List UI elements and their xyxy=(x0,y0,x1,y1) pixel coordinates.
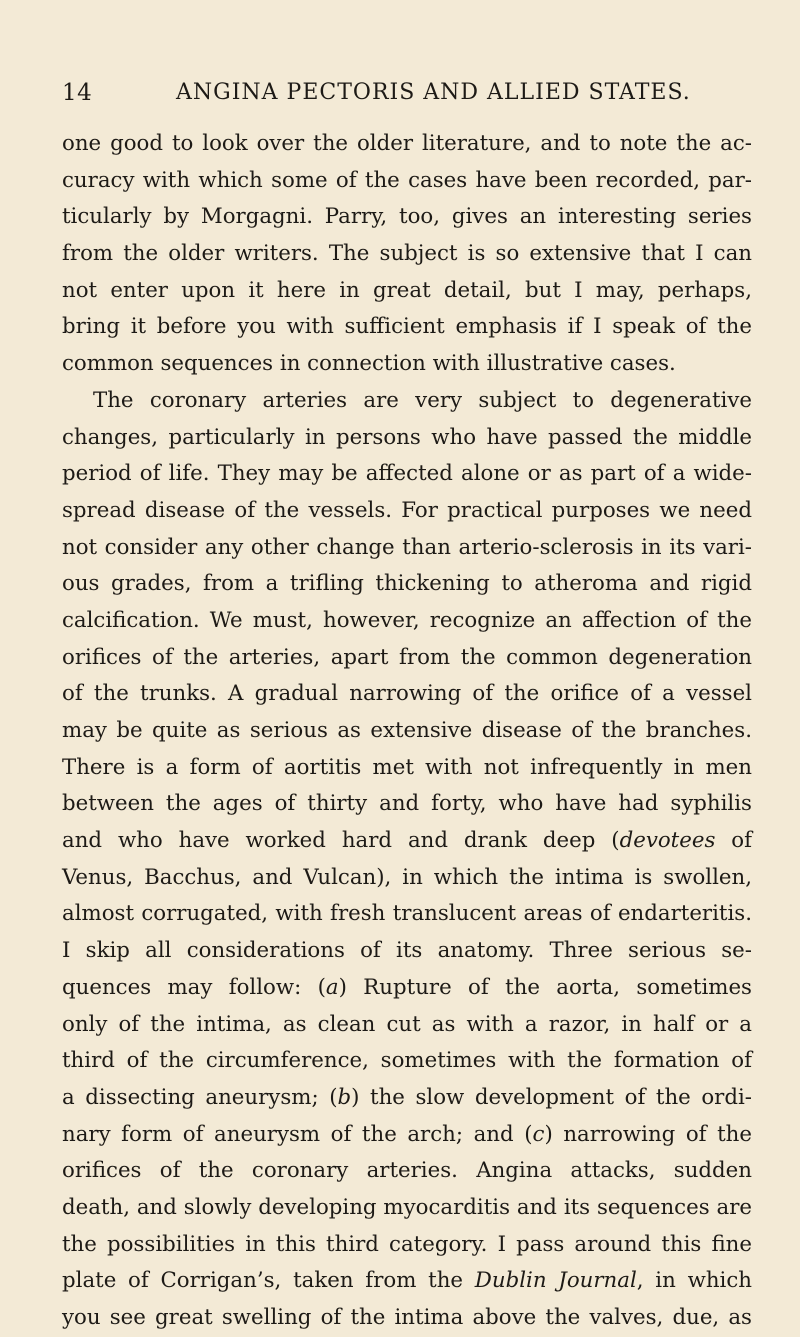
text-line: Venus, Bacchus, and Vulcan), in which the intima is swollen, xyxy=(62,864,752,890)
text-line: spread disease of the vessels. For practical purposes we need xyxy=(62,497,752,523)
text-line: you see great swelling of the intima above the valves, due, as xyxy=(62,1305,752,1330)
text-line: death, and slowly developing myocarditis and its sequences are xyxy=(62,1194,752,1220)
text-line: ous grades, from a trifling thickening to atheroma and rigid xyxy=(62,571,752,597)
text-line: changes, particularly in persons who have passed the middle xyxy=(62,424,752,450)
text-line: third of the circumference, sometimes with the formation of xyxy=(62,1048,752,1074)
text-line: orifices of the arteries, apart from the common degeneration xyxy=(62,644,752,670)
italic-term: c xyxy=(532,1121,545,1147)
italic-term: devotees xyxy=(619,828,716,854)
text-line: The coronary arteries are very subject to degenerative xyxy=(93,387,752,413)
text-line: between the ages of thirty and forty, who have had syphilis xyxy=(62,791,752,817)
text-line: may be quite as serious as extensive disease of the branches. xyxy=(62,718,752,743)
text-line: almost corrugated, with fresh translucent areas of endarteritis. xyxy=(62,901,752,927)
text-line: common sequences in connection with illustrative cases. xyxy=(62,351,676,377)
italic-term: b xyxy=(337,1084,352,1110)
text-line: one good to look over the older literature, and to note the ac- xyxy=(62,131,752,156)
text-line: bring it before you with sufficient emphasis if I speak of the xyxy=(62,314,752,340)
text-line: I skip all considerations of its anatomy. Three serious se- xyxy=(62,938,752,964)
text-line: plate of Corrigan’s, taken from the Dublin Journal, in which xyxy=(62,1268,752,1294)
text-line: quences may follow: (a) Rupture of the aorta, sometimes xyxy=(62,974,752,1000)
text-line: period of life. They may be affected alone or as part of a wide- xyxy=(62,461,752,487)
text-line: of the trunks. A gradual narrowing of the orifice of a vessel xyxy=(62,681,752,707)
text-line: nary form of aneurysm of the arch; and (c) narrowing of the xyxy=(62,1121,752,1147)
page-header xyxy=(62,80,762,114)
text-line: orifices of the coronary arteries. Angina attacks, sudden xyxy=(62,1158,752,1184)
running-title: ANGINA PECTORIS AND ALLIED STATES. xyxy=(176,80,691,105)
page-number: 14 xyxy=(62,80,93,106)
italic-term: a xyxy=(325,974,339,1000)
text-line: the possibilities in this third category. I pass around this fine xyxy=(62,1231,752,1257)
italic-term: Dublin Journal xyxy=(474,1268,637,1294)
text-line: ticularly by Morgagni. Parry, too, gives an interesting series xyxy=(62,204,752,230)
text-line: curacy with which some of the cases have been recorded, par- xyxy=(62,167,752,193)
text-line: calcification. We must, however, recognize an affection of the xyxy=(62,607,752,633)
text-line: and who have worked hard and drank deep (devotees of xyxy=(62,828,752,854)
text-line: from the older writers. The subject is so extensive that I can xyxy=(62,241,752,267)
body-text xyxy=(62,126,752,1337)
text-line: There is a form of aortitis met with not infrequently in men xyxy=(62,754,752,780)
text-line: a dissecting aneurysm; (b) the slow development of the ordi- xyxy=(62,1084,752,1110)
text-line: only of the intima, as clean cut as with a razor, in half or a xyxy=(62,1011,752,1037)
text-line: not enter upon it here in great detail, but I may, perhaps, xyxy=(62,277,752,303)
text-line: not consider any other change than arterio-sclerosis in its vari- xyxy=(62,534,752,560)
